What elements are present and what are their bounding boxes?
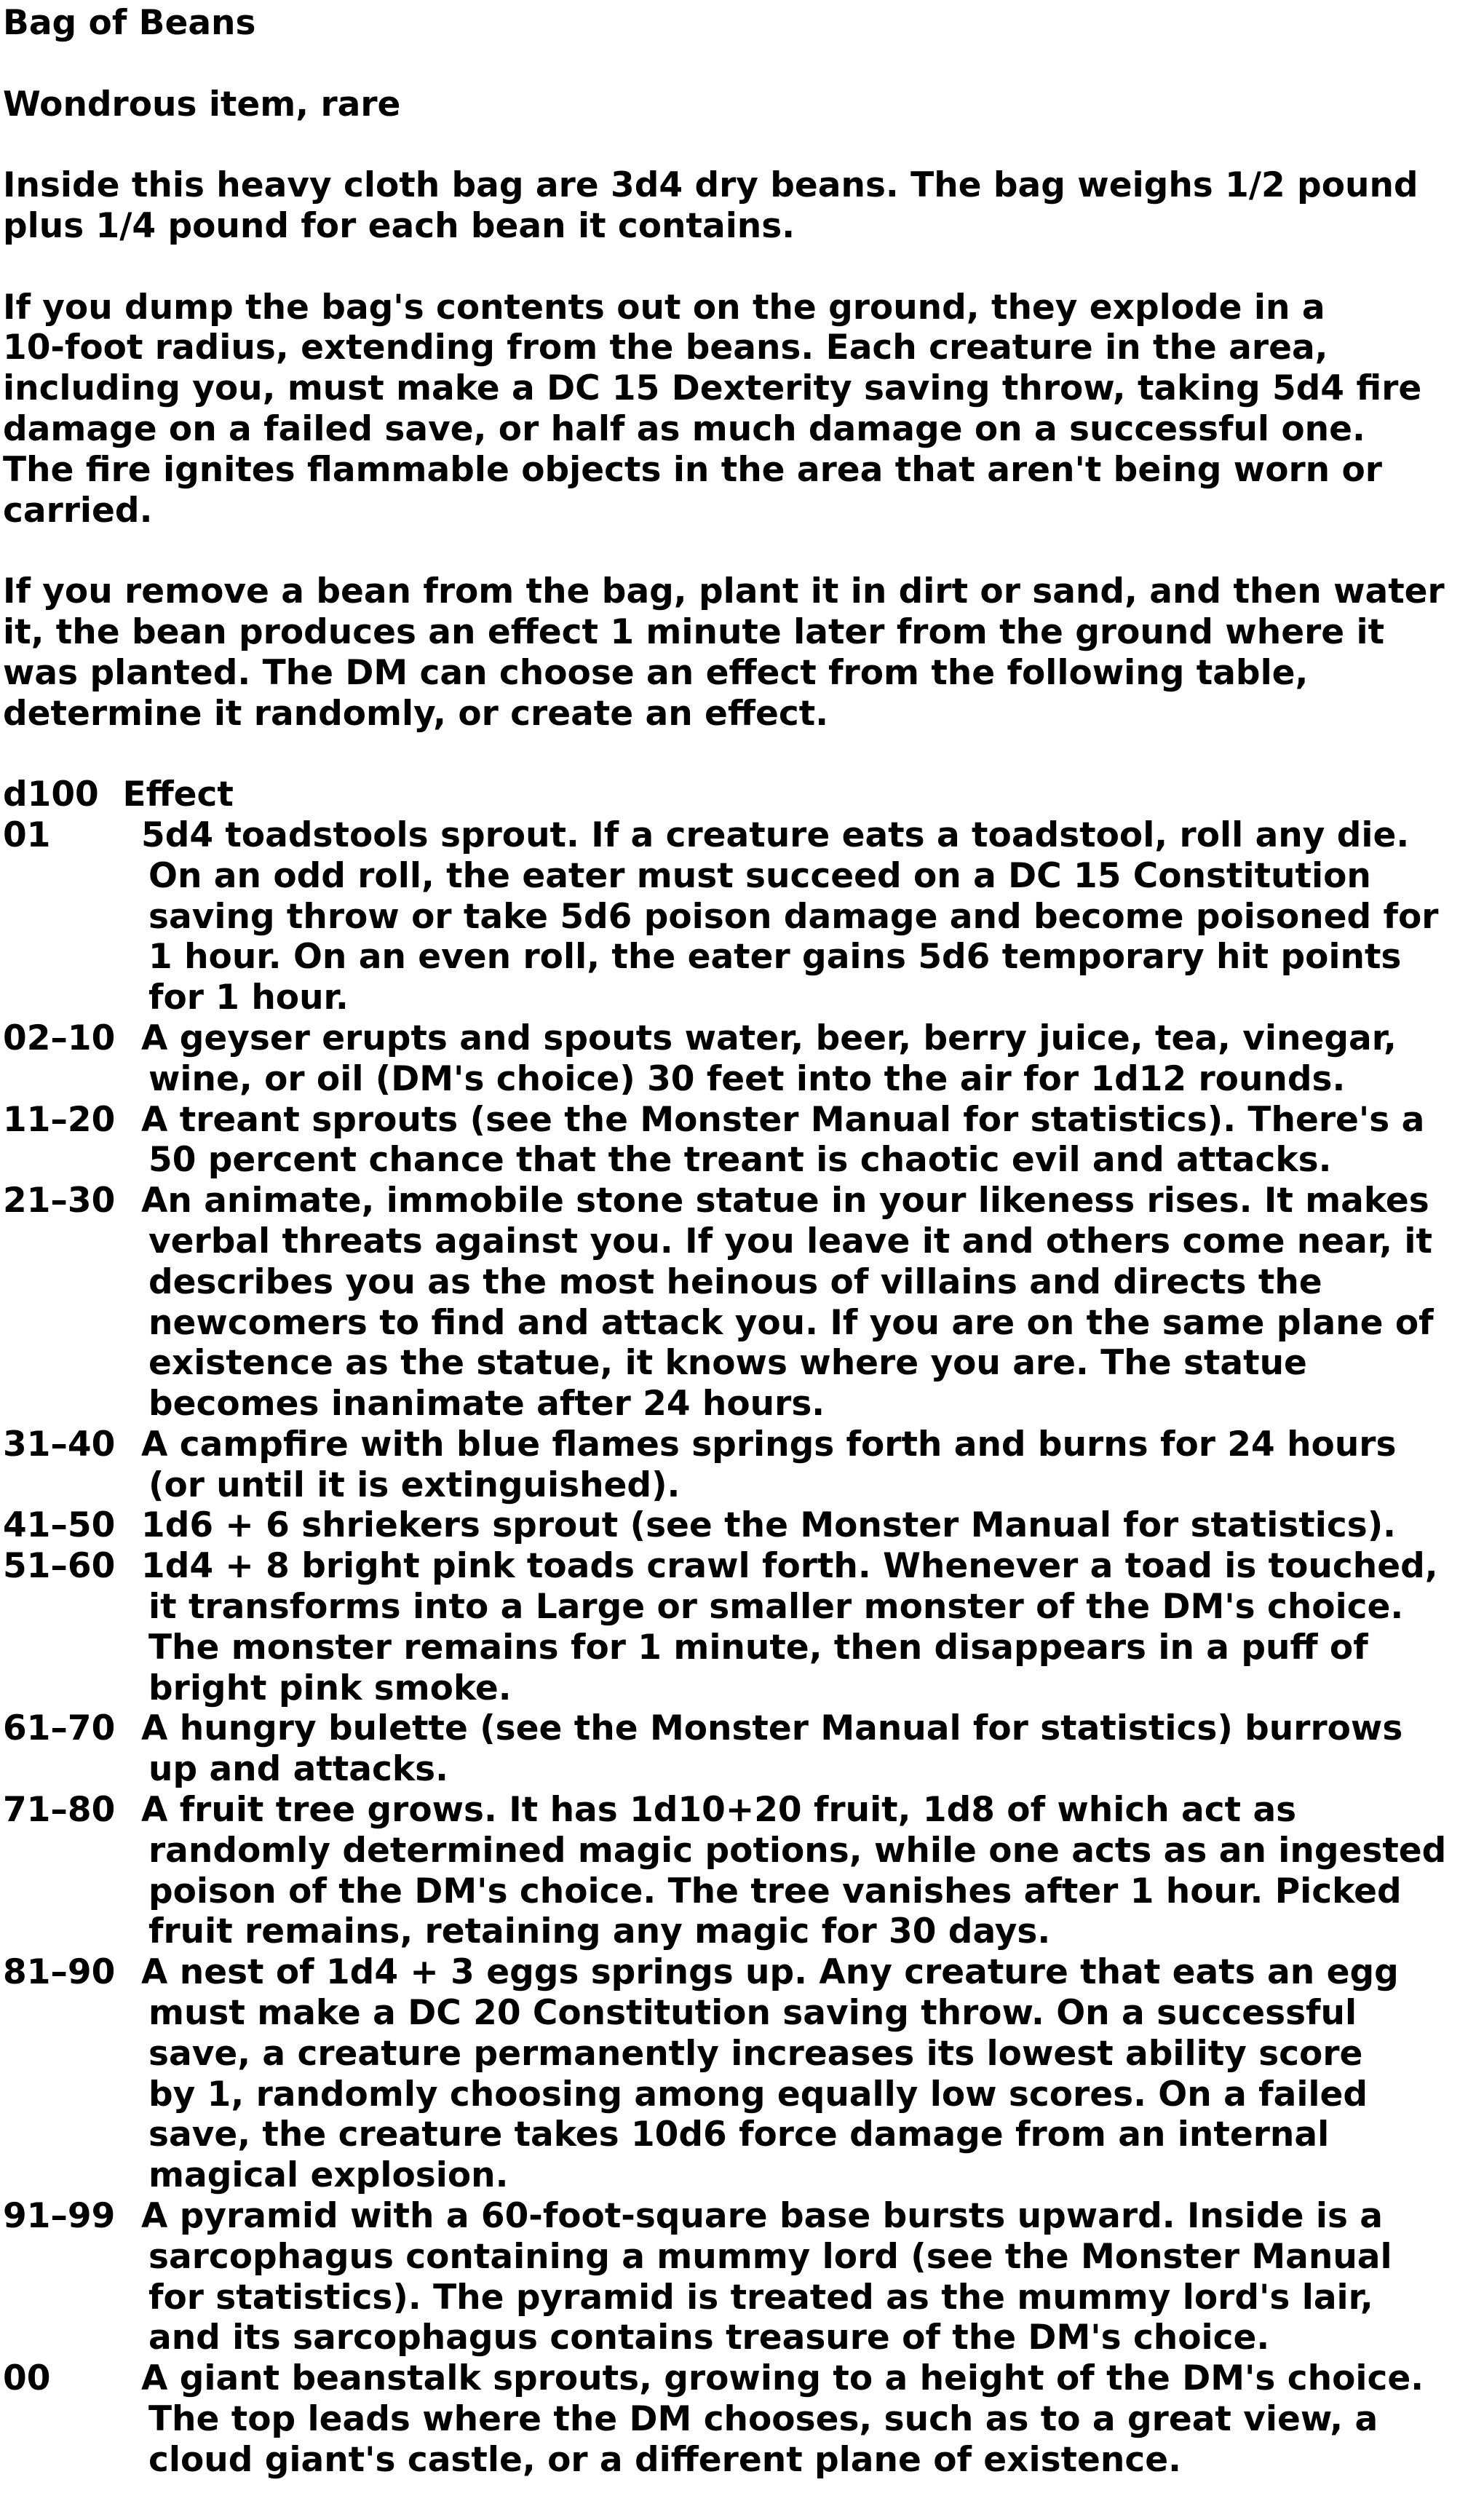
row-effect (141, 1424, 1480, 1506)
effect-line: verbal threats against you. If you leave it and others come near, it (148, 1221, 1432, 1261)
table-row (3, 1100, 1480, 1181)
row-effect (141, 815, 1480, 1018)
effect-line: up and attacks. (148, 1749, 448, 1790)
row-roll: 41–50 (3, 1505, 116, 1546)
item-title: Bag of Beans (3, 3, 256, 43)
table-row (3, 2196, 1480, 2358)
table-row (3, 1708, 1480, 1790)
row-effect (141, 2358, 1480, 2480)
description-paragraph (3, 165, 1480, 247)
effect-line: must make a DC 20 Constitution saving throw. On a successful (148, 1993, 1357, 2034)
row-roll: 02–10 (3, 1018, 116, 1058)
table-row (3, 1181, 1480, 1424)
effect-line: and its sarcophagus contains treasure of the DM's choice. (148, 2318, 1270, 2358)
row-effect (141, 1181, 1480, 1424)
effect-line: existence as the statue, it knows where you are. The statue (148, 1343, 1307, 1384)
document-page (3, 3, 1480, 2481)
effect-line: becomes inanimate after 24 hours. (148, 1384, 825, 1424)
effect-line: A geyser erupts and spouts water, beer, berry juice, tea, vinegar, (141, 1018, 1397, 1058)
effect-line: randomly determined magic potions, while one acts as an ingested (148, 1830, 1447, 1871)
table-row (3, 1790, 1480, 1952)
effect-line: A campfire with blue flames springs forth and burns for 24 hours (141, 1424, 1397, 1464)
table-header (3, 774, 1480, 815)
effect-line: An animate, immobile stone statue in your likeness rises. It makes (141, 1181, 1429, 1221)
row-effect (141, 1505, 1480, 1546)
paragraph-line: carried. (3, 490, 153, 531)
row-roll: 61–70 (3, 1708, 116, 1749)
effect-line: A treant sprouts (see the Monster Manual for statistics). There's a (141, 1099, 1425, 1140)
effect-line: A pyramid with a 60-foot-square base bursts upward. Inside is a (141, 2196, 1384, 2237)
item-type: Wondrous item, rare (3, 84, 401, 124)
effect-line: saving throw or take 5d6 poison damage and become poisoned for (148, 896, 1439, 937)
row-effect (141, 1018, 1480, 1100)
table-row (3, 815, 1480, 1018)
paragraph-line: it, the bean produces an effect 1 minute later from the ground where it (3, 611, 1385, 652)
effect-line: 50 percent chance that the treant is chaotic evil and attacks. (148, 1140, 1332, 1181)
effect-line: The monster remains for 1 minute, then disappears in a puff of (148, 1627, 1368, 1668)
row-effect (141, 1708, 1480, 1790)
effect-line: fruit remains, retaining any magic for 30 days. (148, 1911, 1051, 1952)
row-roll: 31–40 (3, 1424, 116, 1464)
row-roll: 81–90 (3, 1952, 116, 1993)
description-paragraph (3, 571, 1480, 734)
effect-line: The top leads where the DM chooses, such as to a great view, a (148, 2399, 1378, 2440)
paragraph-line: If you remove a bean from the bag, plant it in dirt or sand, and then water (3, 571, 1445, 612)
row-effect (141, 2196, 1480, 2358)
paragraph-line: If you dump the bag's contents out on the ground, they explode in a (3, 287, 1325, 328)
effect-line: by 1, randomly choosing among equally low scores. On a failed (148, 2074, 1368, 2114)
effect-line: save, the creature takes 10d6 force damage from an internal (148, 2114, 1330, 2155)
description-paragraph (3, 288, 1480, 531)
effect-line: sarcophagus containing a mummy lord (see the Monster Manual (148, 2236, 1392, 2277)
paragraph-line: Inside this heavy cloth bag are 3d4 dry beans. The bag weighs 1/2 pound (3, 165, 1418, 206)
header-roll: d100 (3, 774, 99, 815)
effect-line: newcomers to find and attack you. If you are on the same plane of (148, 1302, 1434, 1343)
effect-line: it transforms into a Large or smaller monster of the DM's choice. (148, 1587, 1404, 1628)
paragraph-line: The fire ignites flammable objects in the area that aren't being worn or (3, 449, 1382, 490)
table-row (3, 1546, 1480, 1708)
effect-line: 1 hour. On an even roll, the eater gains 5d6 temporary hit points (148, 937, 1402, 978)
paragraph-line: was planted. The DM can choose an effect from the following table, (3, 652, 1309, 693)
row-effect (141, 1100, 1480, 1181)
row-roll: 21–30 (3, 1181, 116, 1221)
effect-line: wine, or oil (DM's choice) 30 feet into the air for 1d12 rounds. (148, 1058, 1346, 1099)
table-row (3, 2358, 1480, 2480)
effect-line: 1d4 + 8 bright pink toads crawl forth. Whenever a toad is touched, (141, 1546, 1438, 1587)
table-row (3, 1018, 1480, 1100)
effect-line: for 1 hour. (148, 978, 349, 1018)
row-roll: 00 (3, 2358, 51, 2399)
effect-line: 1d6 + 6 shriekers sprout (see the Monster Manual for statistics). (141, 1505, 1397, 1546)
effect-line: (or until it is extinguished). (148, 1464, 681, 1505)
table-rows (3, 815, 1480, 2481)
row-roll: 01 (3, 814, 51, 855)
row-roll: 51–60 (3, 1546, 116, 1587)
description-paragraphs (3, 165, 1480, 734)
effect-line: magical explosion. (148, 2155, 509, 2196)
table-row (3, 1952, 1480, 2196)
effect-line: On an odd roll, the eater must succeed on a DC 15 Constitution (148, 855, 1371, 896)
paragraph-line: damage on a failed save, or half as much damage on a successful one. (3, 408, 1365, 449)
paragraph-line: 10-foot radius, extending from the beans. Each creature in the area, (3, 328, 1328, 368)
effect-line: for statistics). The pyramid is treated as the mummy lord's lair, (148, 2277, 1373, 2318)
paragraph-line: including you, must make a DC 15 Dexterity saving throw, taking 5d4 fire (3, 368, 1422, 409)
effect-line: A giant beanstalk sprouts, growing to a height of the DM's choice. (141, 2358, 1424, 2399)
effect-line: save, a creature permanently increases its lowest ability score (148, 2033, 1363, 2074)
row-effect (141, 1790, 1480, 1952)
effect-line: describes you as the most heinous of villains and directs the (148, 1261, 1322, 1302)
header-effect: Effect (122, 774, 234, 815)
effect-line: A hungry bulette (see the Monster Manual for statistics) burrows (141, 1708, 1403, 1749)
table-row (3, 1424, 1480, 1506)
effect-line: bright pink smoke. (148, 1668, 512, 1708)
row-effect (141, 1546, 1480, 1708)
row-roll: 71–80 (3, 1790, 116, 1831)
paragraph-line: determine it randomly, or create an effect. (3, 693, 829, 734)
row-roll: 91–99 (3, 2196, 116, 2237)
effect-line: A nest of 1d4 + 3 eggs springs up. Any creature that eats an egg (141, 1952, 1399, 1993)
effect-line: poison of the DM's choice. The tree vanishes after 1 hour. Picked (148, 1871, 1402, 1911)
row-effect (141, 1952, 1480, 2196)
row-roll: 11–20 (3, 1099, 116, 1140)
paragraph-line: plus 1/4 pound for each bean it contains. (3, 205, 795, 246)
effect-table (3, 774, 1480, 2480)
effect-line: cloud giant's castle, or a different plane of existence. (148, 2439, 1181, 2480)
table-row (3, 1505, 1480, 1546)
effect-line: 5d4 toadstools sprout. If a creature eats a toadstool, roll any die. (141, 814, 1410, 855)
effect-line: A fruit tree grows. It has 1d10+20 fruit, 1d8 of which act as (141, 1790, 1297, 1831)
